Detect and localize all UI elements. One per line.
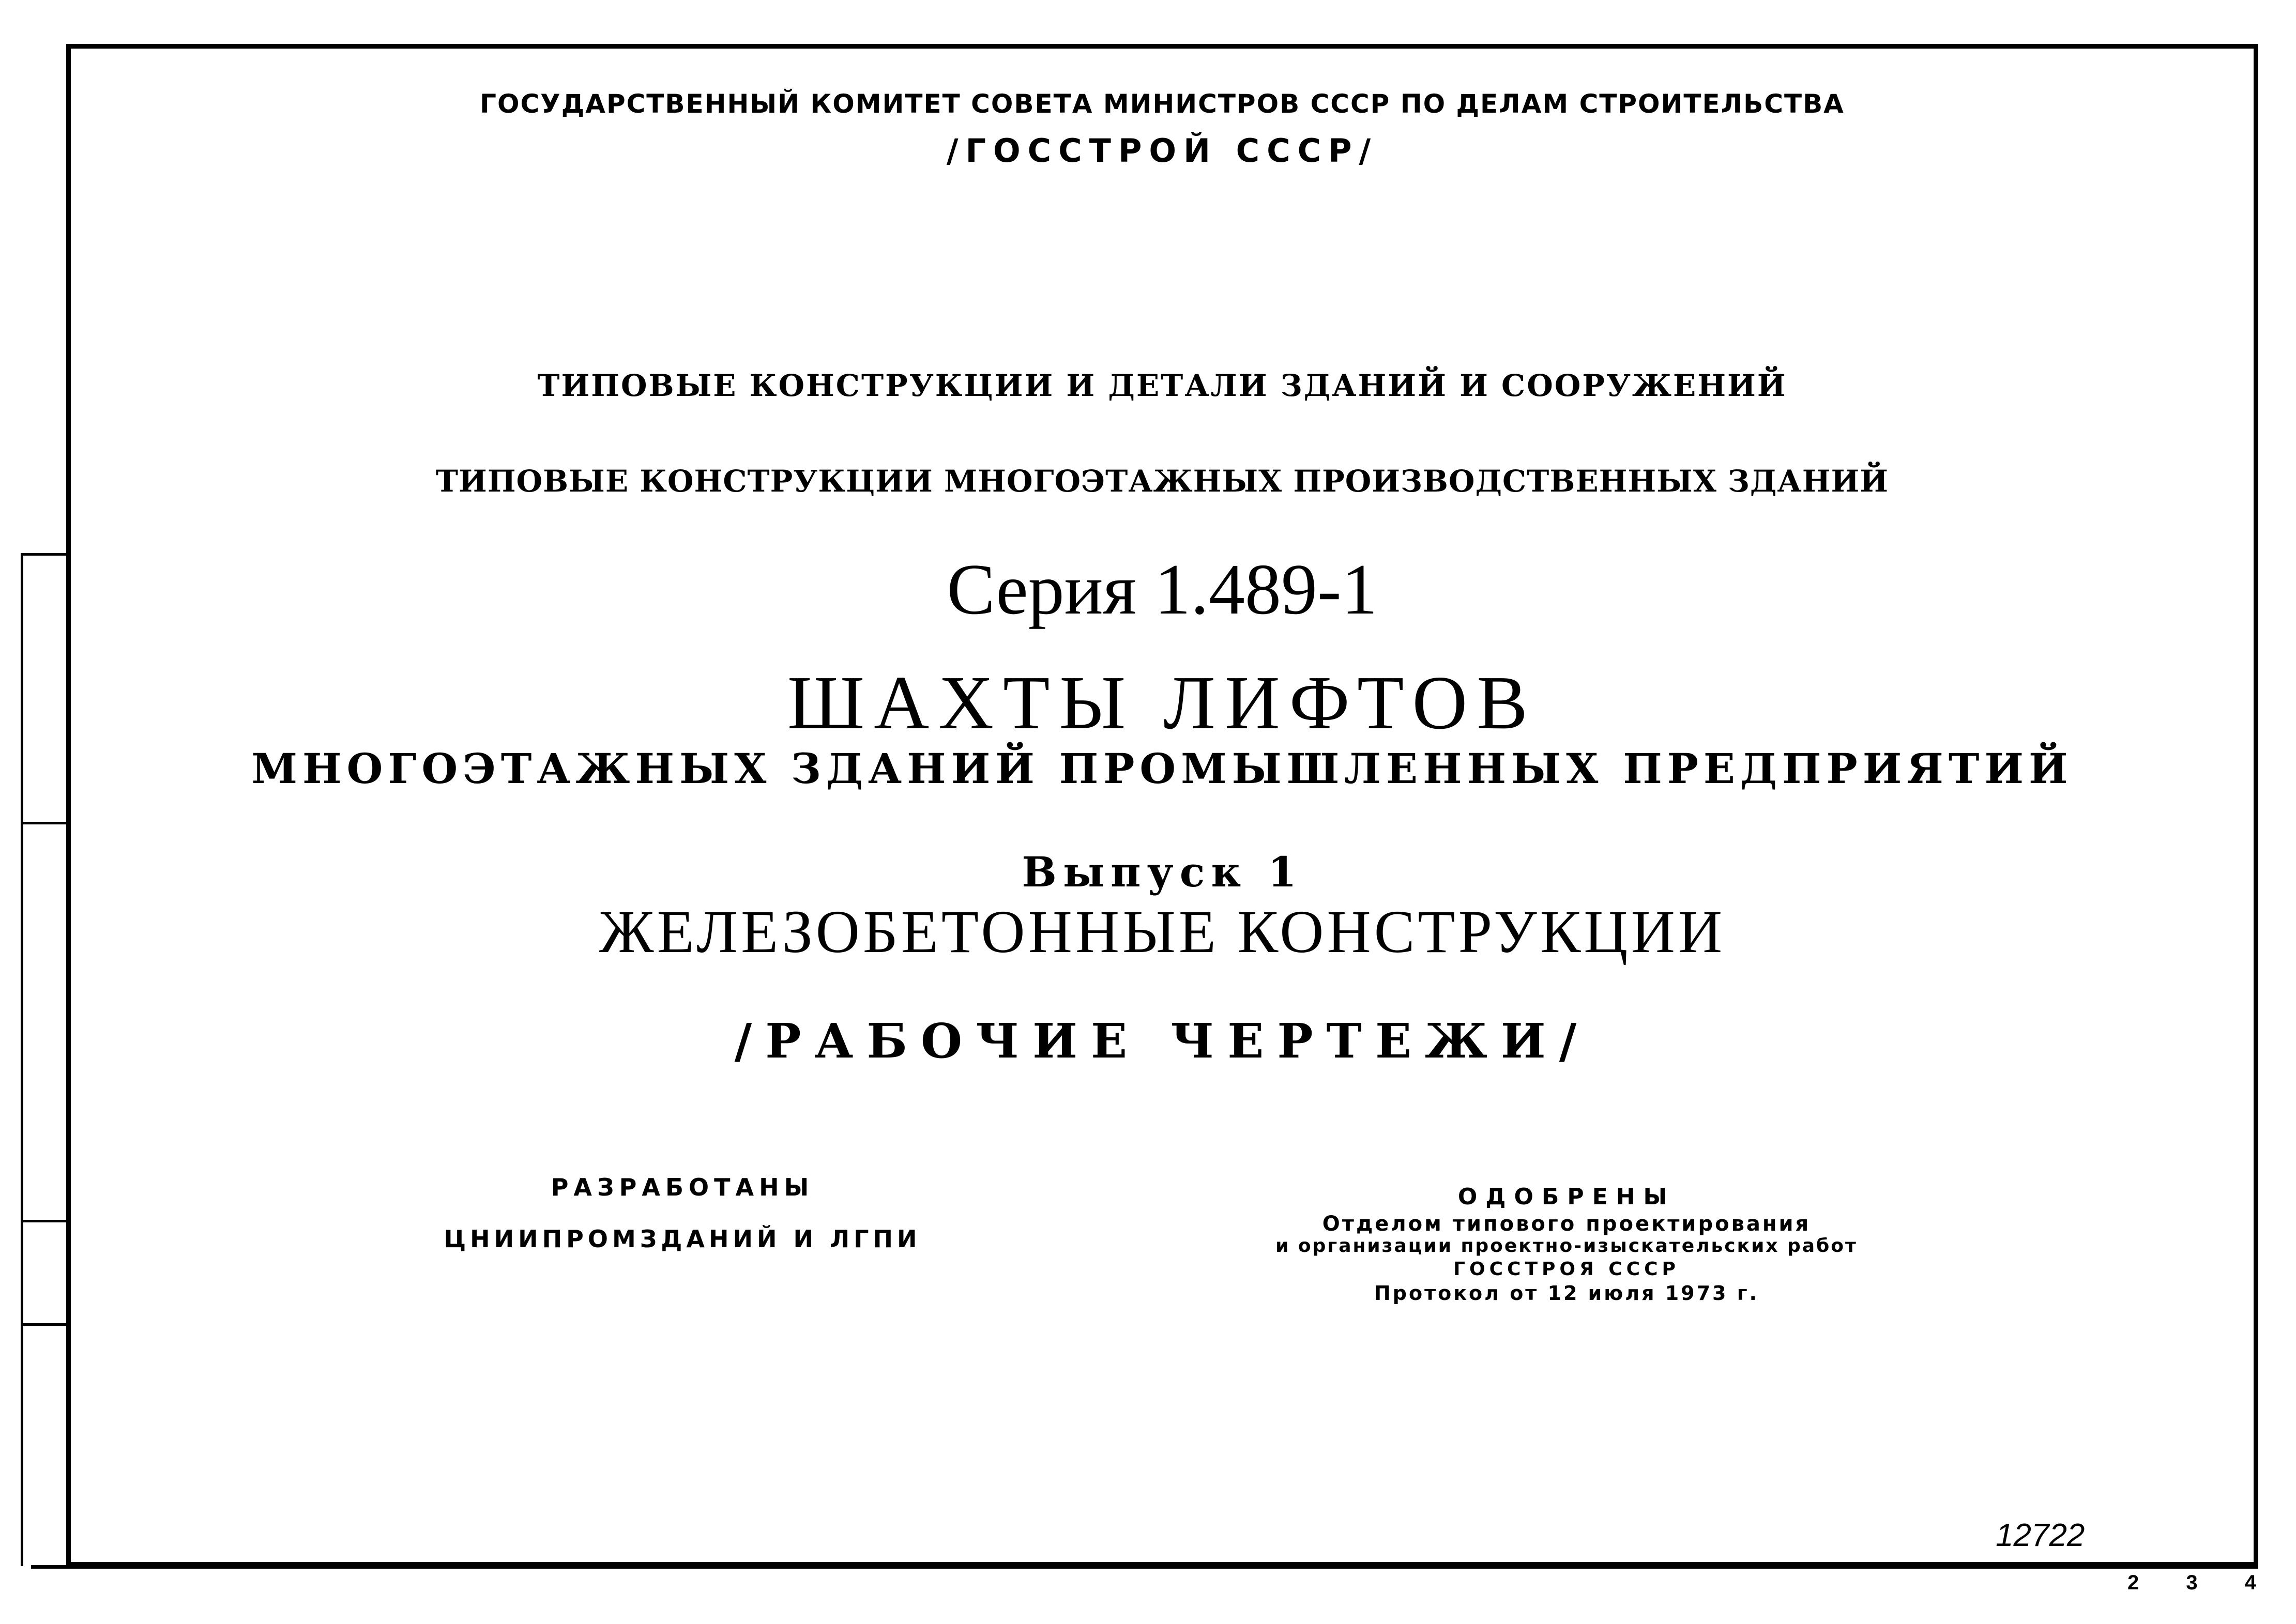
organization-name: ГОСУДАРСТВЕННЫЙ КОМИТЕТ СОВЕТА МИНИСТРОВ СССР ПО ДЕЛАМ СТРОИТЕЛЬСТВА [480,89,1845,119]
inventory-number: 12722 [1996,1518,2085,1553]
classification-line-1: ТИПОВЫЕ КОНСТРУКЦИИ И ДЕТАЛИ ЗДАНИЙ И СООРУЖЕНИЙ [537,368,1787,403]
approved-by-line-2: и организации проектно-изыскательских работ [1275,1235,1858,1257]
organization-short-name: /ГОССТРОЙ СССР/ [946,132,1378,170]
issue-number: Выпуск 1 [1022,848,1303,896]
strip-divider [23,553,70,556]
approval-strip [21,553,67,1566]
strip-divider [23,822,70,824]
frame-bottom-line [31,1565,2258,1569]
document-type: /РАБОЧИЕ ЧЕРТЕЖИ/ [734,1013,1590,1069]
strip-divider [23,1220,70,1222]
approved-by-line-1: Отделом типового проектирования [1322,1212,1811,1236]
document-subtitle: МНОГОЭТАЖНЫХ ЗДАНИЙ ПРОМЫШЛЕННЫХ ПРЕДПРИЯТИЙ [251,744,2073,793]
sheet-marks: 2 3 4 [2127,1571,2277,1594]
drawing-frame [66,44,2258,1567]
strip-divider [23,1323,70,1326]
approved-label: ОДОБРЕНЫ [1457,1184,1676,1210]
approval-protocol: Протокол от 12 июля 1973 г. [1374,1282,1759,1305]
classification-line-2: ТИПОВЫЕ КОНСТРУКЦИИ МНОГОЭТАЖНЫХ ПРОИЗВОДСТВЕННЫХ ЗДАНИЙ [435,464,1889,499]
developer-name: ЦНИИПРОМЗДАНИЙ И ЛГПИ [444,1225,921,1253]
issue-title: ЖЕЛЕЗОБЕТОННЫЕ КОНСТРУКЦИИ [599,898,1726,966]
developed-label: РАЗРАБОТАНЫ [551,1173,814,1201]
approved-by-line-3: ГОССТРОЯ СССР [1453,1259,1680,1280]
document-title: ШАХТЫ ЛИФТОВ [787,661,1538,745]
series-number: Серия 1.489-1 [947,549,1378,630]
